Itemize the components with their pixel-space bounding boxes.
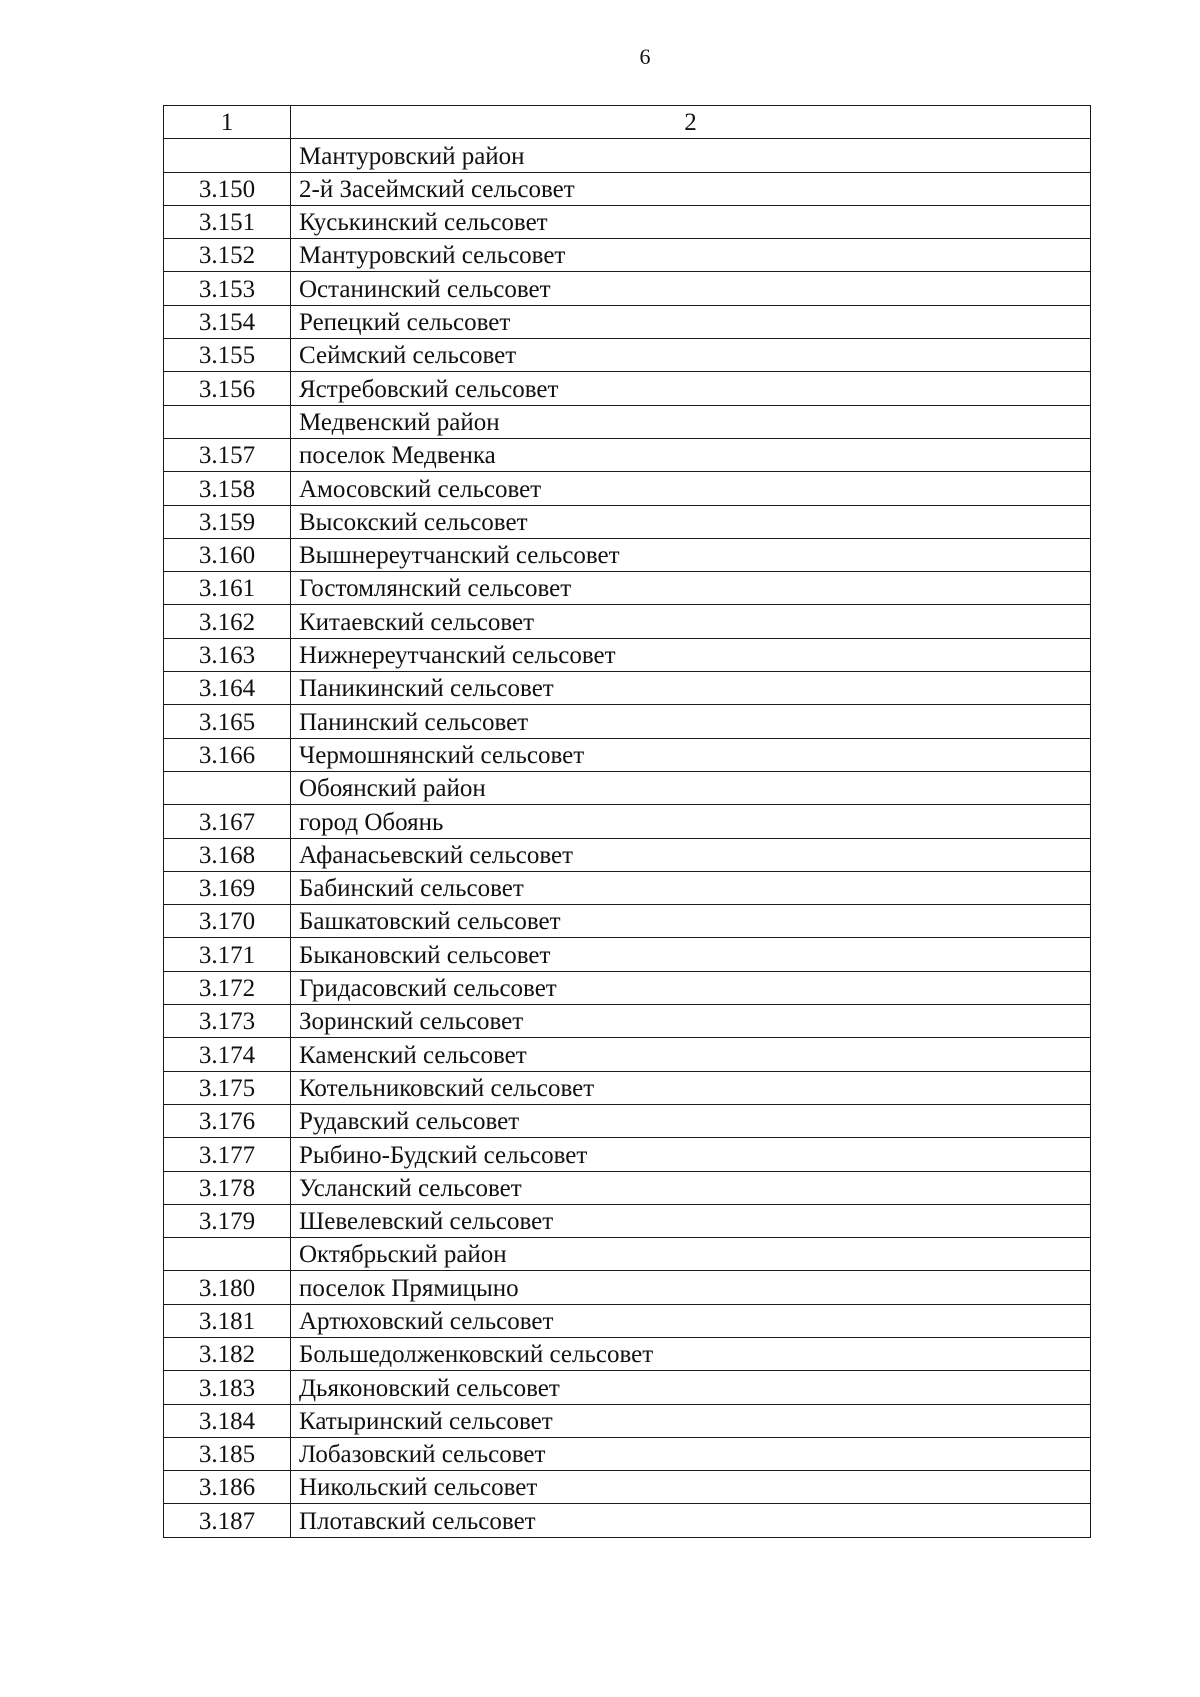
settlement-name-cell: Быкановский сельсовет	[291, 938, 1091, 971]
settlement-name-cell: Гостомлянский сельсовет	[291, 572, 1091, 605]
row-number-cell: 3.159	[164, 505, 291, 538]
table-header-row	[164, 106, 1091, 139]
table-row	[164, 938, 1091, 971]
row-number-cell: 3.161	[164, 572, 291, 605]
row-number-cell: 3.181	[164, 1304, 291, 1337]
row-number-cell: 3.153	[164, 272, 291, 305]
table-row	[164, 1071, 1091, 1104]
settlement-name-cell: Нижнереутчанский сельсовет	[291, 638, 1091, 671]
settlement-name-cell: Китаевский сельсовет	[291, 605, 1091, 638]
settlement-name-cell: Останинский сельсовет	[291, 272, 1091, 305]
row-number-cell	[164, 139, 291, 172]
table-row	[164, 971, 1091, 1004]
table-row	[164, 1038, 1091, 1071]
settlement-name-cell: Панинский сельсовет	[291, 705, 1091, 738]
row-number-cell: 3.183	[164, 1371, 291, 1404]
district-header-row	[164, 405, 1091, 438]
row-number-cell: 3.184	[164, 1404, 291, 1437]
row-number-cell: 3.187	[164, 1504, 291, 1537]
table-row	[164, 1471, 1091, 1504]
table-row	[164, 638, 1091, 671]
table-row	[164, 705, 1091, 738]
row-number-cell: 3.180	[164, 1271, 291, 1304]
district-name-cell: Обоянский район	[291, 771, 1091, 804]
row-number-cell: 3.150	[164, 172, 291, 205]
row-number-cell: 3.176	[164, 1104, 291, 1137]
settlement-name-cell: Сеймский сельсовет	[291, 339, 1091, 372]
row-number-cell: 3.168	[164, 838, 291, 871]
row-number-cell: 3.182	[164, 1337, 291, 1370]
table-row	[164, 1271, 1091, 1304]
table-row	[164, 239, 1091, 272]
settlement-name-cell: Дьяконовский сельсовет	[291, 1371, 1091, 1404]
table-row	[164, 205, 1091, 238]
settlement-name-cell: Афанасьевский сельсовет	[291, 838, 1091, 871]
table-row	[164, 1371, 1091, 1404]
settlement-name-cell: Катыринский сельсовет	[291, 1404, 1091, 1437]
row-number-cell: 3.164	[164, 672, 291, 705]
row-number-cell: 3.155	[164, 339, 291, 372]
row-number-cell: 3.170	[164, 905, 291, 938]
table-row	[164, 1204, 1091, 1237]
table-row	[164, 505, 1091, 538]
table-row	[164, 1171, 1091, 1204]
page-number: 6	[639, 44, 651, 69]
settlement-name-cell: Каменский сельсовет	[291, 1038, 1091, 1071]
settlement-name-cell: Большедолженковский сельсовет	[291, 1337, 1091, 1370]
table-row	[164, 272, 1091, 305]
settlements-table	[163, 105, 1091, 1538]
row-number-cell: 3.172	[164, 971, 291, 1004]
settlement-name-cell: Репецкий сельсовет	[291, 305, 1091, 338]
table-row	[164, 1404, 1091, 1437]
settlement-name-cell: Чермошнянский сельсовет	[291, 738, 1091, 771]
settlement-name-cell: Зоринский сельсовет	[291, 1005, 1091, 1038]
row-number-cell: 3.169	[164, 871, 291, 904]
settlement-name-cell: Высокский сельсовет	[291, 505, 1091, 538]
row-number-cell: 3.156	[164, 372, 291, 405]
settlement-name-cell: Бабинский сельсовет	[291, 871, 1091, 904]
table-row	[164, 1304, 1091, 1337]
table-row	[164, 905, 1091, 938]
table-row	[164, 572, 1091, 605]
row-number-cell: 3.165	[164, 705, 291, 738]
table-row	[164, 1104, 1091, 1137]
row-number-cell	[164, 1238, 291, 1271]
row-number-cell: 3.174	[164, 1038, 291, 1071]
table-row	[164, 738, 1091, 771]
row-number-cell	[164, 405, 291, 438]
row-number-cell: 3.179	[164, 1204, 291, 1237]
settlement-name-cell: Рыбино-Будский сельсовет	[291, 1138, 1091, 1171]
table-row	[164, 672, 1091, 705]
settlement-name-cell: Гридасовский сельсовет	[291, 971, 1091, 1004]
settlement-name-cell: Паникинский сельсовет	[291, 672, 1091, 705]
row-number-cell: 3.152	[164, 239, 291, 272]
table-row	[164, 305, 1091, 338]
table-row	[164, 805, 1091, 838]
row-number-cell: 3.185	[164, 1437, 291, 1470]
district-header-row	[164, 771, 1091, 804]
settlement-name-cell: Вышнереутчанский сельсовет	[291, 538, 1091, 571]
settlement-name-cell: поселок Прямицыно	[291, 1271, 1091, 1304]
table-row	[164, 838, 1091, 871]
table-row	[164, 472, 1091, 505]
column-header-name: 2	[291, 106, 1091, 139]
row-number-cell: 3.171	[164, 938, 291, 971]
settlement-name-cell: Лобазовский сельсовет	[291, 1437, 1091, 1470]
table-row	[164, 1337, 1091, 1370]
district-header-row	[164, 139, 1091, 172]
settlement-name-cell: Башкатовский сельсовет	[291, 905, 1091, 938]
table-row	[164, 1005, 1091, 1038]
settlement-name-cell: Усланский сельсовет	[291, 1171, 1091, 1204]
settlement-name-cell: Шевелевский сельсовет	[291, 1204, 1091, 1237]
table-row	[164, 538, 1091, 571]
settlement-name-cell: Ястребовский сельсовет	[291, 372, 1091, 405]
table-row	[164, 339, 1091, 372]
table-row	[164, 1138, 1091, 1171]
district-header-row	[164, 1238, 1091, 1271]
row-number-cell: 3.173	[164, 1005, 291, 1038]
row-number-cell: 3.167	[164, 805, 291, 838]
settlement-name-cell: Куськинский сельсовет	[291, 205, 1091, 238]
district-name-cell: Мантуровский район	[291, 139, 1091, 172]
table-row	[164, 372, 1091, 405]
row-number-cell: 3.158	[164, 472, 291, 505]
table-row	[164, 438, 1091, 471]
table-body	[164, 106, 1091, 1538]
row-number-cell: 3.160	[164, 538, 291, 571]
settlement-name-cell: Никольский сельсовет	[291, 1471, 1091, 1504]
row-number-cell: 3.175	[164, 1071, 291, 1104]
settlement-name-cell: Амосовский сельсовет	[291, 472, 1091, 505]
row-number-cell: 3.154	[164, 305, 291, 338]
row-number-cell: 3.151	[164, 205, 291, 238]
row-number-cell: 3.178	[164, 1171, 291, 1204]
table-row	[164, 1437, 1091, 1470]
table-row	[164, 871, 1091, 904]
district-name-cell: Октябрьский район	[291, 1238, 1091, 1271]
settlement-name-cell: Мантуровский сельсовет	[291, 239, 1091, 272]
settlement-name-cell: Артюховский сельсовет	[291, 1304, 1091, 1337]
table-row	[164, 1504, 1091, 1537]
settlement-name-cell: Рудавский сельсовет	[291, 1104, 1091, 1137]
row-number-cell: 3.162	[164, 605, 291, 638]
row-number-cell	[164, 771, 291, 804]
settlement-name-cell: 2-й Засеймский сельсовет	[291, 172, 1091, 205]
table-row	[164, 605, 1091, 638]
row-number-cell: 3.163	[164, 638, 291, 671]
table-row	[164, 172, 1091, 205]
row-number-cell: 3.166	[164, 738, 291, 771]
settlement-name-cell: город Обоянь	[291, 805, 1091, 838]
row-number-cell: 3.186	[164, 1471, 291, 1504]
column-header-number: 1	[164, 106, 291, 139]
settlement-name-cell: поселок Медвенка	[291, 438, 1091, 471]
district-name-cell: Медвенский район	[291, 405, 1091, 438]
settlement-name-cell: Плотавский сельсовет	[291, 1504, 1091, 1537]
settlement-name-cell: Котельниковский сельсовет	[291, 1071, 1091, 1104]
row-number-cell: 3.177	[164, 1138, 291, 1171]
row-number-cell: 3.157	[164, 438, 291, 471]
